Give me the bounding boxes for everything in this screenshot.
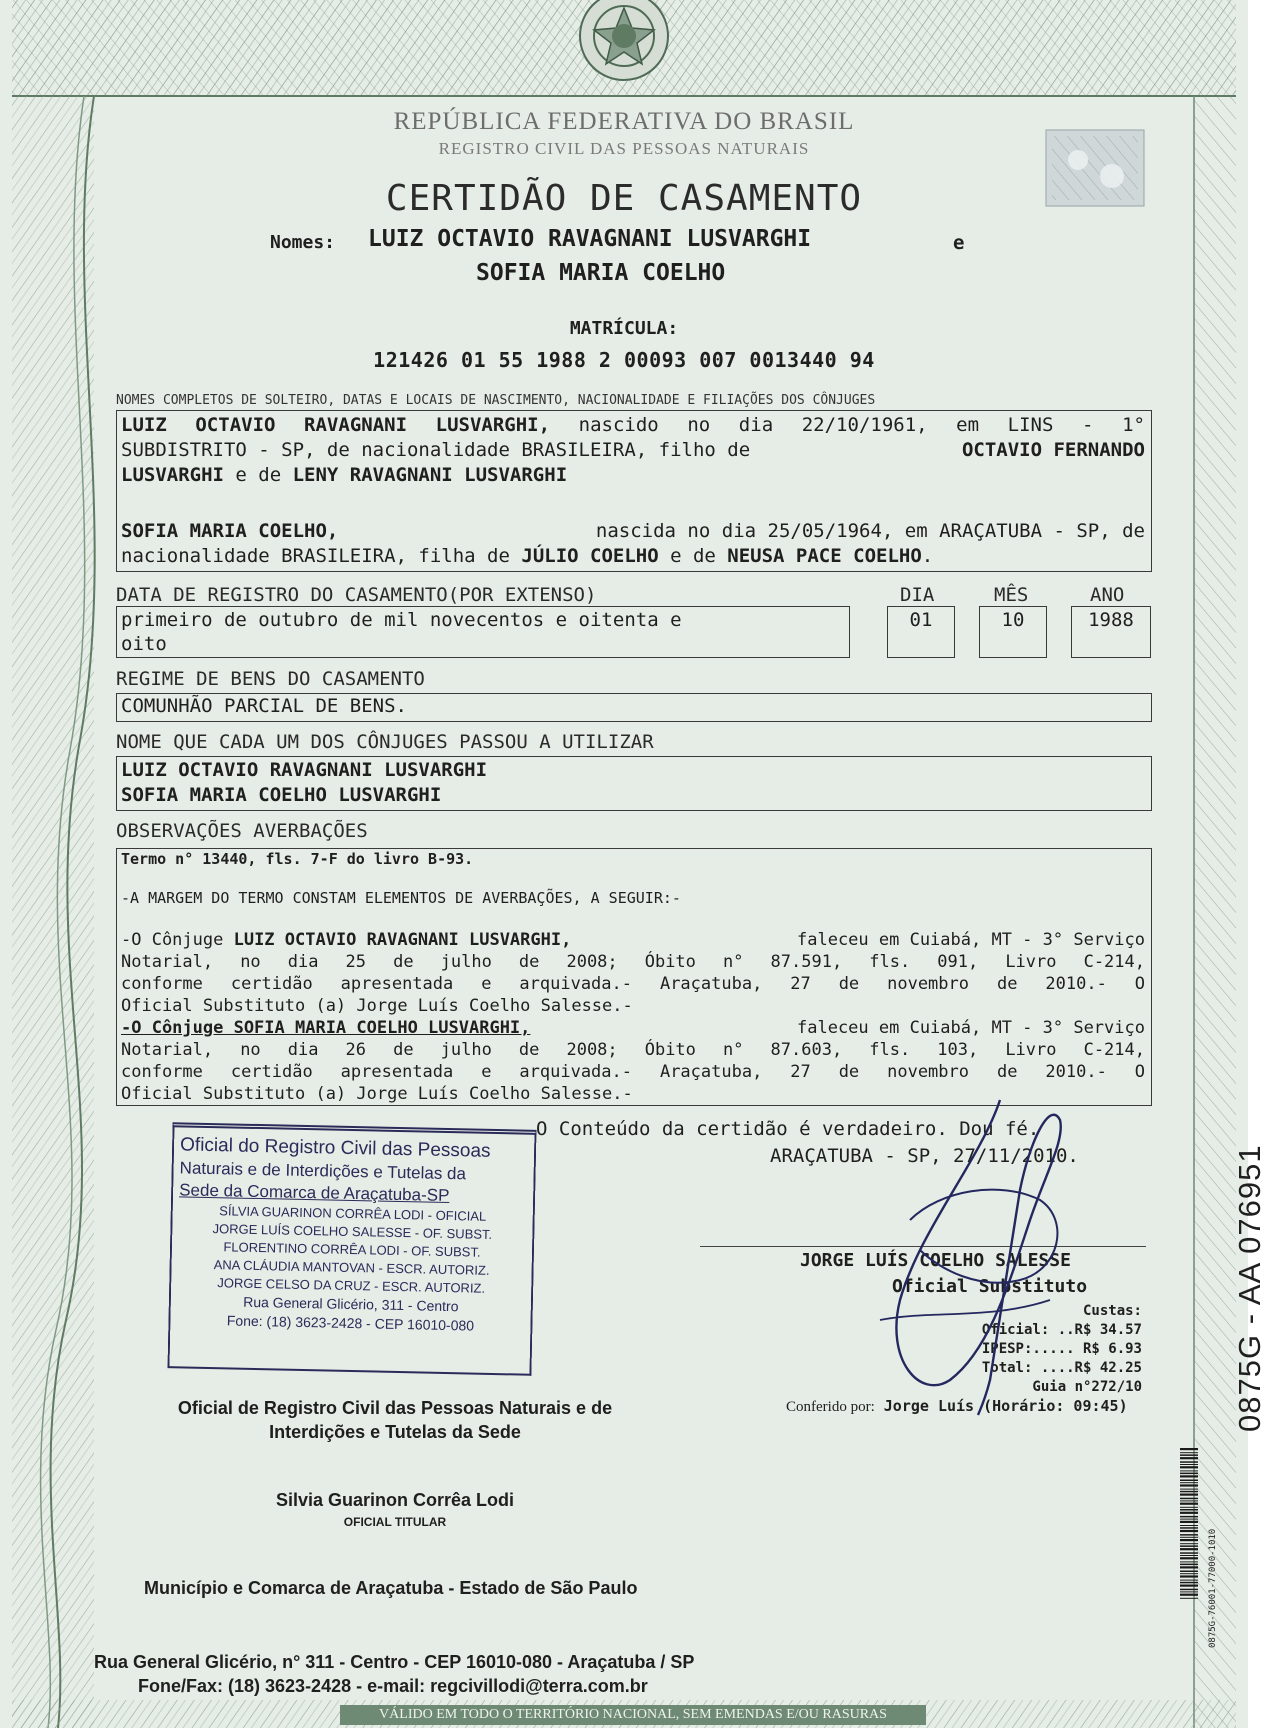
spouse-1-name: LUIZ OCTAVIO RAVAGNANI LUSVARGHI, [121, 414, 551, 436]
checked-by-value: Jorge Luís (Horário: 09:45) [883, 1397, 1128, 1415]
matricula-number: 121426 01 55 1988 2 00093 007 0013440 94 [373, 348, 875, 372]
barcode-bar [1180, 1525, 1198, 1526]
observations-box [116, 848, 1152, 1106]
barcode-bar [1180, 1589, 1198, 1591]
names-conjunction: e [953, 232, 965, 254]
barcode-bar [1180, 1548, 1198, 1550]
stamp-line: Fone: (18) 3623-2428 - CEP 16010-080 [226, 1312, 475, 1334]
barcode-bar [1180, 1521, 1198, 1523]
barcode-bar [1180, 1512, 1198, 1514]
margin-note: -A MARGEM DO TERMO CONSTAM ELEMENTOS DE AVERBAÇÕES, A SEGUIR:- [121, 889, 681, 907]
registry-subtitle: REGISTRO CIVIL DAS PESSOAS NATURAIS [438, 139, 810, 158]
registration-date-label: DATA DE REGISTRO DO CASAMENTO(POR EXTENSO) [116, 584, 597, 606]
fee-total: Total: ....R$ 42.25 [981, 1360, 1142, 1376]
names-after-box [116, 756, 1152, 811]
barcode-bar [1180, 1519, 1198, 1520]
spouses-box [116, 410, 1152, 572]
year-value: 1988 [1071, 606, 1151, 658]
barcode-bar [1180, 1555, 1198, 1556]
stamp-line: Rua General Glicério, 311 - Centro [243, 1293, 459, 1315]
spouse-1-mother: LENY RAVAGNANI LUSVARGHI [292, 464, 568, 486]
barcode-bar [1180, 1448, 1198, 1450]
day-value: 01 [887, 606, 955, 658]
registry-stamp [167, 1122, 536, 1376]
office-holder-role: OFICIAL TITULAR [343, 1515, 447, 1529]
stamp-line: Naturais e de Interdições e Tutelas da [179, 1158, 467, 1184]
stamp-line: Sede da Comarca de Araçatuba-SP [179, 1180, 450, 1206]
year-label: ANO [1090, 584, 1125, 606]
registration-date-box [116, 606, 850, 658]
barcode-bar [1180, 1580, 1198, 1581]
spouse-2-mother: NEUSA PACE COELHO [727, 545, 922, 567]
barcode-bar [1180, 1543, 1198, 1544]
month-label: MÊS [994, 584, 1029, 606]
barcode-bar [1180, 1461, 1198, 1463]
office-contact: Fone/Fax: (18) 3623-2428 - e-mail: regcivillodi@terra.com.br [138, 1676, 648, 1696]
day-label: DIA [900, 584, 935, 606]
barcode-bar [1180, 1561, 1198, 1562]
serial-number: 0875G - AA 076951 [1232, 1144, 1267, 1432]
barcode-bar [1180, 1598, 1198, 1599]
signatory-name: JORGE LUÍS COELHO SALESSE [800, 1250, 1071, 1271]
spouse-2-details: SOFIA MARIA COELHO, nascida no dia 25/05/1964, em ARAÇATUBA - SP, de nacionalidade BRASILEIRA, filha de JÚLIO COELHO e de NEUSA PACE COELHO. [121, 520, 1145, 567]
regime-label: REGIME DE BENS DO CASAMENTO [116, 668, 425, 690]
spouse-1-details: LUIZ OCTAVIO RAVAGNANI LUSVARGHI, nascido no dia 22/10/1961, em LINS - 1° SUBDISTRITO - SP, de nacionalidade BRASILEIRA, filho de OCTAVIO FERNANDO LUSVARGHI e de LENY RAVAGNANI LUSVARGHI [121, 414, 1145, 486]
spouse-2-father: JÚLIO COELHO [521, 545, 659, 567]
stamp-line: JORGE CELSO DA CRUZ - ESCR. AUTORIZ. [217, 1275, 486, 1296]
spouse-name-2: SOFIA MARIA COELHO [476, 260, 726, 286]
stamp-line: FLORENTINO CORRÊA LODI - OF. SUBST. [223, 1239, 481, 1260]
barcode-bar [1180, 1537, 1198, 1538]
barcode-bar [1180, 1466, 1198, 1468]
stamp-line: SÍLVIA GUARINON CORRÊA LODI - OFICIAL [219, 1203, 487, 1224]
name-after-2: SOFIA MARIA COELHO LUSVARGHI [121, 784, 442, 806]
barcode-bar [1180, 1571, 1198, 1573]
regime-value: COMUNHÃO PARCIAL DE BENS. [121, 695, 407, 717]
barcode-bar [1180, 1484, 1198, 1486]
observations-label: OBSERVAÇÕES AVERBAÇÕES [116, 820, 368, 842]
barcode-bar [1180, 1527, 1198, 1529]
attestation-line1: O Conteúdo da certidão é verdadeiro. Dou fé. [536, 1118, 1040, 1140]
stamp-line: Oficial do Registro Civil das Pessoas [179, 1134, 491, 1162]
barcode-bar [1180, 1507, 1198, 1508]
barcode-bar [1180, 1566, 1198, 1568]
barcode-bar [1180, 1473, 1198, 1475]
barcode-bar [1180, 1585, 1198, 1587]
coat-of-arms-emblem [580, 0, 668, 80]
barcode-bar [1180, 1534, 1198, 1536]
barcode-bar [1180, 1457, 1198, 1459]
barcode-bar [1180, 1498, 1198, 1500]
names-after-label: NOME QUE CADA UM DOS CÔNJUGES PASSOU A UTILIZAR [116, 731, 654, 753]
stamp-line: JORGE LUÍS COELHO SALESSE - OF. SUBST. [212, 1221, 493, 1242]
barcode-bar [1180, 1530, 1198, 1532]
checked-by-label: Conferido por: [786, 1399, 875, 1415]
signatory-role: Oficial Substituto [892, 1276, 1088, 1297]
names-label: Nomes: [270, 232, 336, 253]
spouse-2-name: SOFIA MARIA COELHO, [121, 520, 339, 542]
office-address: Rua General Glicério, n° 311 - Centro - CEP 16010-080 - Araçatuba / SP [94, 1652, 695, 1672]
barcode-bar [1180, 1491, 1198, 1493]
barcode-bar [1180, 1500, 1198, 1501]
barcode-bar [1180, 1557, 1198, 1559]
spouse-name-1: LUIZ OCTAVIO RAVAGNANI LUSVARGHI [368, 226, 812, 252]
barcode-bar [1180, 1480, 1198, 1482]
stamp-line: ANA CLÁUDIA MANTOVAN - ESCR. AUTORIZ. [213, 1257, 490, 1278]
matricula-label: MATRÍCULA: [569, 318, 679, 339]
registration-date-line1: primeiro de outubro de mil novecentos e oitenta e [121, 609, 682, 631]
office-holder: Silvia Guarinon Corrêa Lodi [275, 1490, 515, 1510]
barcode-bar [1180, 1552, 1198, 1554]
fees-title: Custas: [1082, 1303, 1142, 1319]
barcode-bar [1180, 1539, 1198, 1541]
barcode-bar [1180, 1591, 1198, 1592]
attestation-date: ARAÇATUBA - SP, 27/11/2010. [770, 1145, 1079, 1167]
barcode-bar [1180, 1452, 1198, 1453]
barcode-caption: 0875G-76001-77000-1010 [1208, 1528, 1218, 1648]
fee-oficial: Oficial: ..R$ 34.57 [981, 1322, 1142, 1338]
validity-banner: VÁLIDO EM TODO O TERRITÓRIO NACIONAL, SEM EMENDAS E/OU RASURAS [340, 1705, 926, 1725]
barcode-bar [1180, 1573, 1198, 1574]
term-reference: Termo n° 13440, fls. 7-F do livro B-93. [121, 850, 474, 868]
spouses-section-label: NOMES COMPLETOS DE SOLTEIRO, DATAS E LOCAIS DE NASCIMENTO, NACIONALIDADE E FILIAÇÕES DOS CÔNJUGES [116, 393, 876, 408]
office-name: Oficial de Registro Civil das Pessoas Naturais e de Interdições e Tutelas da Sede [177, 1398, 613, 1442]
barcode-bar [1180, 1482, 1198, 1483]
barcode [1180, 1448, 1200, 1598]
barcode-bar [1180, 1509, 1198, 1511]
country-title: REPÚBLICA FEDERATIVA DO BRASIL [393, 108, 855, 135]
fee-ipesp: IPESP:..... R$ 6.93 [981, 1341, 1142, 1357]
barcode-bar [1180, 1594, 1198, 1596]
spouse-1-father: OCTAVIO FERNANDO [961, 439, 1145, 461]
barcode-bar [1180, 1545, 1198, 1547]
barcode-bar [1180, 1582, 1198, 1584]
barcode-bar [1180, 1564, 1198, 1566]
month-value: 10 [979, 606, 1047, 658]
handwritten-signature [860, 1080, 1100, 1420]
barcode-bar [1180, 1475, 1198, 1477]
barcode-bar [1180, 1494, 1198, 1496]
barcode-bar [1180, 1516, 1198, 1518]
annotation-2: -O Cônjuge SOFIA MARIA COELHO LUSVARGHI, faleceu em Cuiabá, MT - 3° Serviço Notarial, no dia 26 de julho de 2008; Óbito n° 87.603, fls. 103, Livro C-214, conforme certidão apresentada e arquivada.- Araçatuba, 27 de novembro de 2010.- O Oficial Substituto (a) Jorge Luís Coelho Salesse.- [121, 1018, 1145, 1104]
certificate-title: CERTIDÃO DE CASAMENTO [385, 178, 863, 219]
barcode-bar [1180, 1503, 1198, 1505]
barcode-bar [1180, 1575, 1198, 1577]
registration-date-line2: oito [121, 633, 167, 655]
barcode-bar [1180, 1489, 1198, 1490]
name-after-1: LUIZ OCTAVIO RAVAGNANI LUSVARGHI [121, 759, 488, 781]
county: Município e Comarca de Araçatuba - Estado de São Paulo [144, 1578, 638, 1598]
barcode-bar [1180, 1454, 1198, 1456]
annotation-1: -O Cônjuge LUIZ OCTAVIO RAVAGNANI LUSVARGHI, faleceu em Cuiabá, MT - 3° Serviço Notarial, no dia 25 de julho de 2008; Óbito n° 87.591, fls. 091, Livro C-214, conforme certidão apresentada e arquivada.- Araçatuba, 27 de novembro de 2010.- O Oficial Substituto (a) Jorge Luís Coelho Salesse.- [121, 930, 1145, 1016]
regime-box [116, 693, 1152, 722]
barcode-bar [1180, 1464, 1198, 1465]
barcode-bar [1180, 1470, 1198, 1471]
fee-guia: Guia n°272/10 [1032, 1379, 1142, 1395]
stamp-text [176, 1133, 528, 1336]
